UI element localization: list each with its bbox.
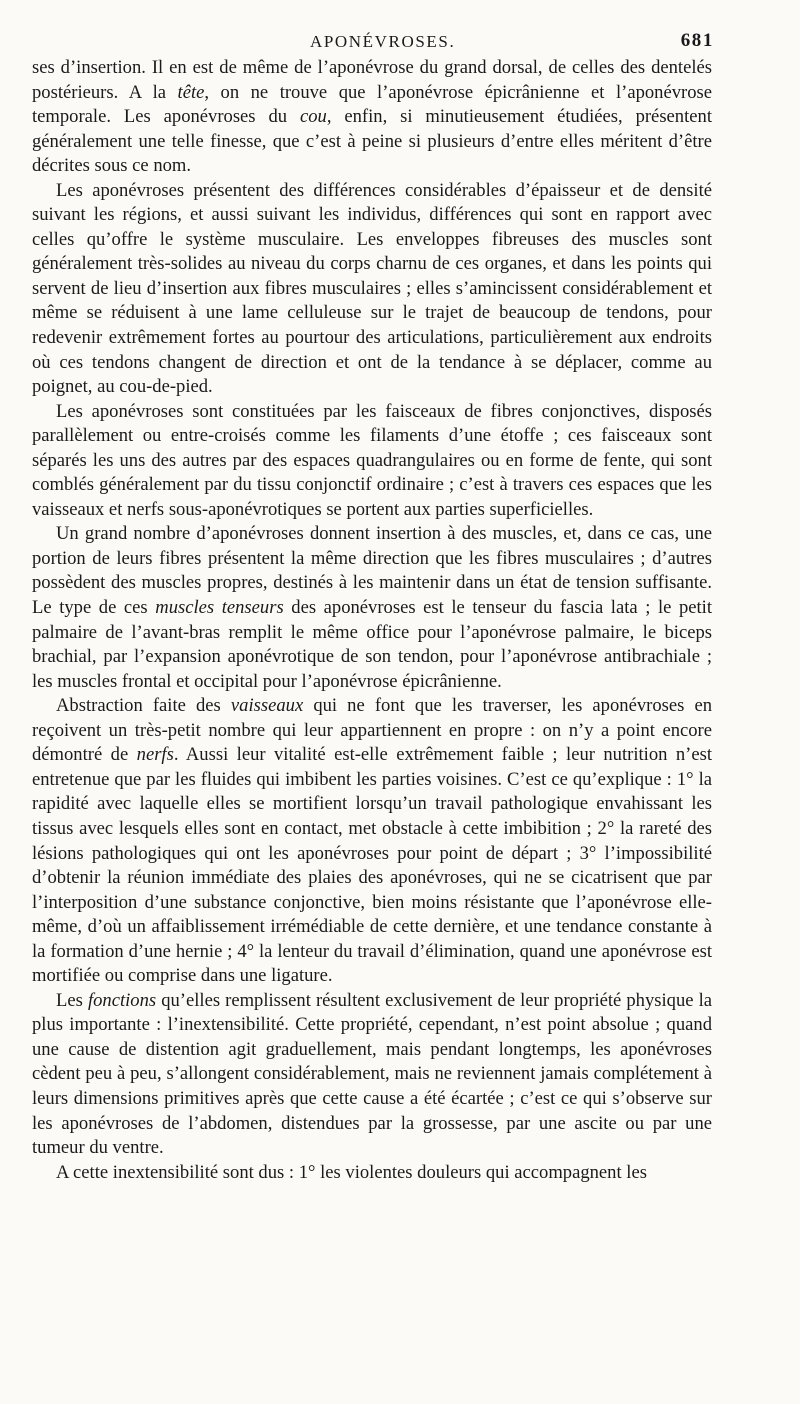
body-text <box>32 56 712 1185</box>
text-run: , enfin, si minutieusement étudiées, présentent généralement une telle finesse, que c’est à peine si plusieurs d’entre elles méritent d’être décrites sous ce nom. <box>32 106 712 177</box>
paragraph <box>32 179 712 400</box>
paragraph <box>32 694 712 989</box>
book-page <box>32 26 712 1185</box>
text-run: Les <box>56 989 88 1011</box>
text-run: . Aussi leur vitalité est-elle extrêmement faible ; leur nutrition n’est entretenue que par les fluides qui imbibent les parties voisines. C’est ce qu’explique : 1° la rapidité avec laquelle elles se mortifient lorsqu’un travail pathologique envahissant les tissus avec lesquels elles sont en contact, met obstacle à cette imbibition ; 2° la rareté des lésions pathologiques qui ont les aponévroses pour point de départ ; 3° l’impossibilité d’obtenir la réunion immédiate des plaies des aponévroses, qui ne se cicatrisent que par l’interposition d’une substance conjonctive, bien moins résistante que l’aponévrose elle-même, d’où un affaiblissement irrémédiable de cette dernière, et une tendance constante à la formation d’une hernie ; 4° la lenteur du travail d’élimination, quand une aponévrose est mortifiée ou comprise dans une ligature. <box>32 744 712 987</box>
page-number: 681 <box>680 30 714 51</box>
paragraph <box>32 56 712 179</box>
text-run: Abstraction faite des <box>56 695 231 717</box>
text-run: qu’elles remplissent résultent exclusivement de leur propriété physique la plus importante : l’inextensibilité. Cette propriété, cependant, n’est point absolue ; quand une cause de distention agit graduellement, mais pendant longtemps, les aponévroses cèdent peu à peu, s’allongent considérablement, mais ne reviennent jamais complétement à leurs dimensions primitives après que cette cause a été écartée ; c’est ce qui s’observe sur les aponévroses de l’abdomen, distendues par la grossesse, par une ascite ou par une tumeur du ventre. <box>32 989 712 1159</box>
italic-term: fonctions <box>87 989 157 1011</box>
text-run: qui ne font que les traverser, les aponévroses en reçoivent un très-petit nombre qui leur appartiennent en propre : on n’y a point encore démontré de <box>32 695 712 766</box>
italic-term: tête <box>177 81 205 103</box>
italic-term: vaisseaux <box>230 695 304 717</box>
italic-term: cou <box>299 106 327 128</box>
text-run: des aponévroses est le tenseur du fascia lata ; le petit palmaire de l’avant-bras remplit le même office pour l’aponévrose palmaire, le biceps brachial, par l’expansion aponévrotique de son tendon, pour l’aponévrose antibrachiale ; les muscles frontal et occipital pour l’aponévrose épicrânienne. <box>32 597 713 692</box>
italic-term: nerfs <box>136 744 174 766</box>
paragraph <box>32 1161 712 1186</box>
page-header <box>32 26 712 56</box>
text-run: A cette inextensibilité sont dus : 1° les violentes douleurs qui accompagnent les <box>56 1161 647 1183</box>
running-title: APONÉVROSES. <box>310 32 456 51</box>
italic-term: muscles tenseurs <box>155 597 284 619</box>
text-run: Les aponévroses présentent des différences considérables d’épaisseur et de densité suivant les régions, et aussi suivant les individus, différences qui sont en rapport avec celles qu’offre le système musculaire. Les enveloppes fibreuses des muscles sont généralement très-solides au niveau du corps charnu de ces organes, et dans les points qui servent de lieu d’insertion aux fibres musculaires ; elles s’amincissent considérablement et même se réduisent à une lame celluleuse sur le trajet de beaucoup de tendons, pour redevenir extrêmement fortes au pourtour des articulations, particulièrement aux endroits où ces tendons changent de direction et ont de la tendance à se déplacer, comme au poignet, au cou-de-pied. <box>32 179 712 398</box>
text-run: , on ne trouve que l’aponévrose épicrânienne et l’aponévrose temporale. Les aponévroses du <box>32 81 712 128</box>
paragraph <box>32 522 712 694</box>
paragraph <box>32 989 712 1161</box>
text-run: Les aponévroses sont constituées par les faisceaux de fibres conjonctives, disposés parallèlement ou entre-croisés comme les filaments d’une étoffe ; ces faisceaux sont séparés les uns des autres par des espaces quadrangulaires ou en forme de fente, qui sont comblés généralement par du tissu conjonctif ordinaire ; c’est à travers ces espaces que les vaisseaux et nerfs sous-aponévrotiques se portent aux parties superficielles. <box>32 400 712 520</box>
text-run: ses d’insertion. Il en est de même de l’aponévrose du grand dorsal, de celles des dentelés postérieurs. A la <box>32 57 712 103</box>
text-run: Un grand nombre d’aponévroses donnent insertion à des muscles, et, dans ce cas, une portion de leurs fibres présentent la même direction que les fibres musculaires ; d’autres possèdent des muscles propres, destinés à les maintenir dans un état de tension suffisante. Le type de ces <box>32 523 712 619</box>
paragraph <box>32 400 712 523</box>
